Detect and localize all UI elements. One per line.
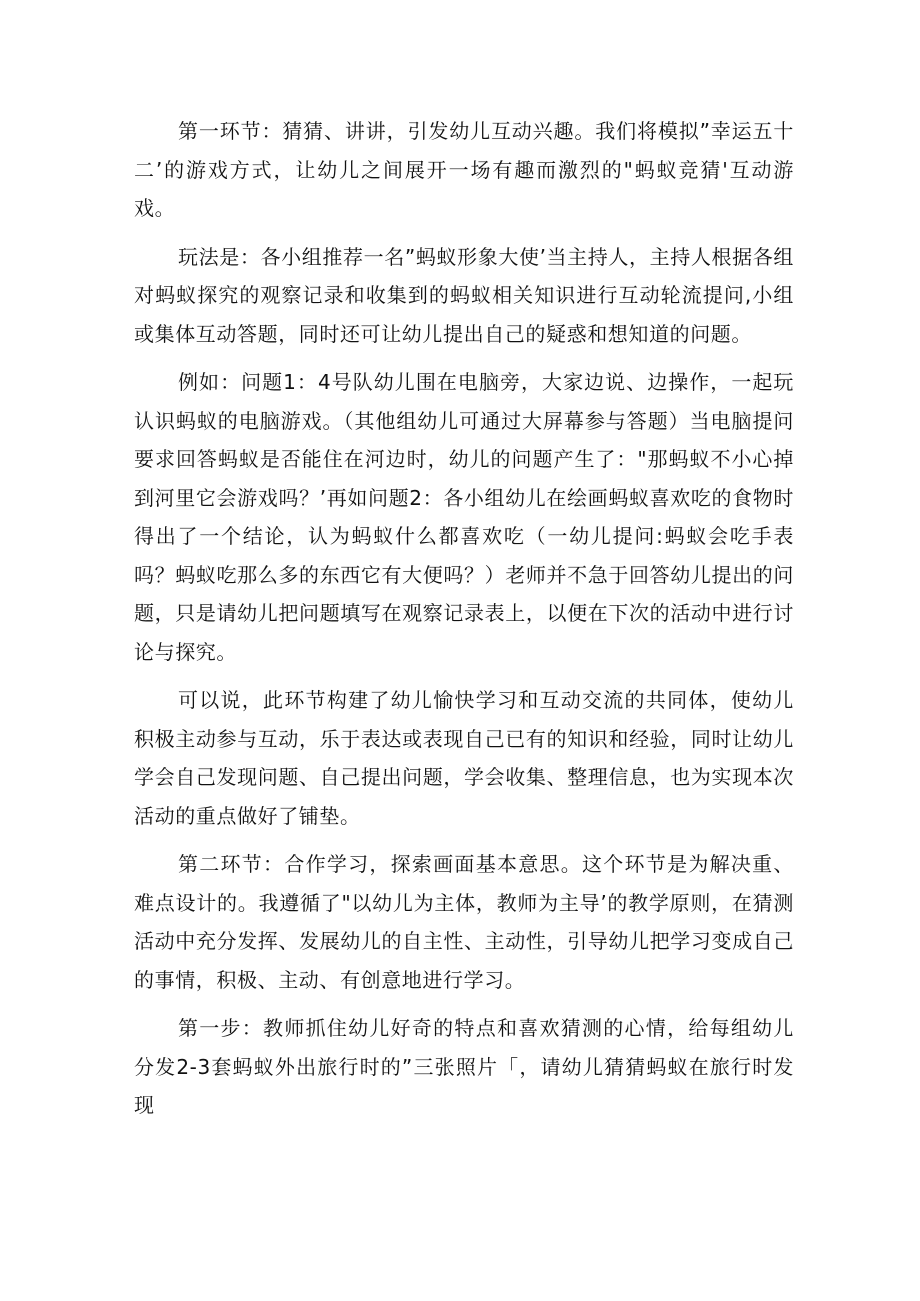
paragraph-step-one: 第一步：教师抓住幼儿好奇的特点和喜欢猜测的心情，给每组幼儿分发2-3套蚂蚁外出旅行时的”三张照片「，请幼儿猜猜蚂蚁在旅行时发现 bbox=[134, 1016, 794, 1117]
paragraph-first-section: 第一环节：猜猜、讲讲，引发幼儿互动兴趣。我们将模拟”幸运五十二’的游戏方式，让幼儿之间展开一场有趣而激烈的"蚂蚁竞猜'互动游戏。 bbox=[134, 119, 794, 220]
paragraph-game-rules: 玩法是：各小组推荐一名”蚂蚁形象大使’当主持人，主持人根据各组对蚂蚁探究的观察记录和收集到的蚂蚁相关知识进行互动轮流提问,小组或集体互动答题，同时还可让幼儿提出自己的疑惑和想知道的问题。 bbox=[134, 244, 794, 346]
paragraph-summary: 可以说，此环节构建了幼儿愉快学习和互动交流的共同体，使幼儿积极主动参与互动，乐于表达或表现自己已有的知识和经验，同时让幼儿学会自己发现问题、自己提出问题，学会收集、整理信息，也为实现本次活动的重点做好了铺垫。 bbox=[134, 688, 794, 828]
document-body bbox=[134, 112, 794, 1135]
paragraph-second-section: 第二环节：合作学习，探索画面基本意思。这个环节是为解决重、难点设计的。我遵循了"以幼儿为主体，教师为主导’的教学原则，在猜测活动中充分发挥、发展幼儿的自主性、主动性，引导幼儿把学习变成自己的事情，积极、主动、有创意地进行学习。 bbox=[134, 852, 794, 992]
paragraph-examples: 例如：问题1：4号队幼儿围在电脑旁，大家边说、边操作，一起玩认识蚂蚁的电脑游戏。（其他组幼儿可通过大屏幕参与答题）当电脑提问要求回答蚂蚁是否能住在河边时，幼儿的问题产生了："那蚂蚁不小心掉到河里它会游戏吗？’再如问题2：各小组幼儿在绘画蚂蚁喜欢吃的食物时得出了一个结论，认为蚂蚁什么都喜欢吃（一幼儿提问:蚂蚁会吃手表吗？蚂蚁吃那么多的东西它有大便吗？）老师并不急于回答幼儿提出的问题，只是请幼儿把问题填写在观察记录表上，以便在下次的活动中进行讨论与探究。 bbox=[134, 370, 794, 664]
